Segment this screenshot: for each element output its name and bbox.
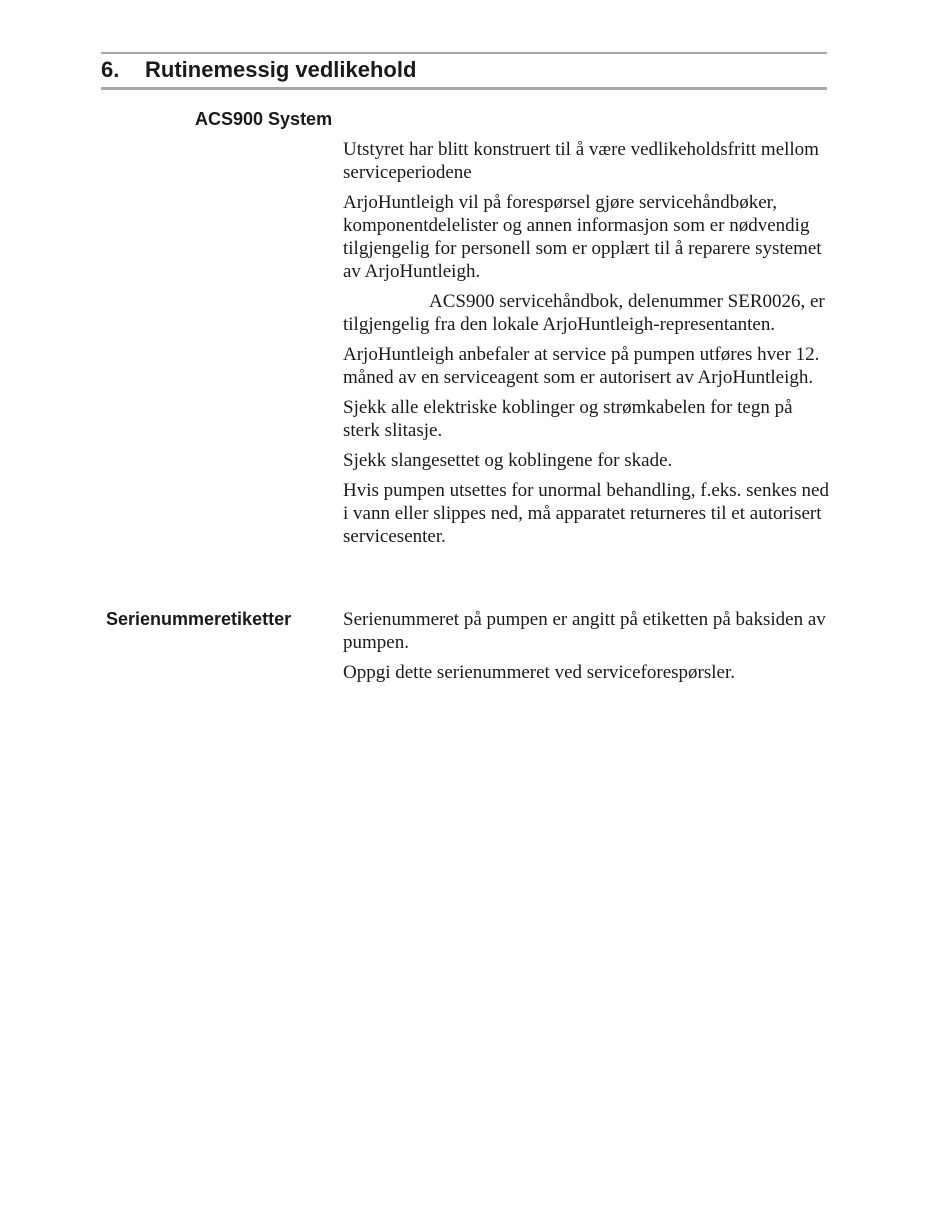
serial-body — [343, 608, 831, 691]
section-label-serial-labels: Serienummeretiketter — [106, 609, 292, 629]
section-heading-acs900: ACS900 System — [195, 109, 333, 129]
chapter-bottom-rule — [101, 87, 827, 90]
acs900-body — [343, 138, 831, 555]
paragraph-maintenance-free: Utstyret har blitt konstruert til å være vedlikeholdsfritt mellom serviceperiodene — [343, 139, 819, 183]
chapter-title-text: Rutinemessig vedlikehold — [145, 57, 417, 82]
paragraph-check-electrical: Sjekk alle elektriske koblinger og strømkabelen for tegn på sterk slitasje. — [343, 397, 793, 441]
paragraph-check-tubing: Sjekk slangesettet og koblingene for skade. — [343, 450, 673, 471]
chapter-top-rule — [101, 52, 827, 54]
paragraph-abnormal-handling: Hvis pumpen utsettes for unormal behandling, f.eks. senkes ned i vann eller slippes ned, må apparatet returneres til et autorisert servicesenter. — [343, 480, 829, 547]
chapter-title — [101, 56, 416, 84]
paragraph-serial-request: Oppgi dette serienummeret ved serviceforespørsler. — [343, 662, 735, 683]
chapter-number: 6. — [101, 57, 120, 82]
paragraph-service-manual-part — [343, 290, 831, 336]
paragraph-serial-location: Serienummeret på pumpen er angitt på etiketten på baksiden av pumpen. — [343, 609, 826, 653]
paragraph-service-manual-text: ACS900 servicehåndbok, delenummer SER0026, er tilgjengelig fra den lokale ArjoHuntleigh-representanten. — [343, 291, 825, 335]
paragraph-service-manuals: ArjoHuntleigh vil på forespørsel gjøre servicehåndbøker, komponentdelelister og annen informasjon som er nødvendig tilgjengelig for personell som er opplært til å reparere systemet av ArjoHuntleigh. — [343, 192, 822, 282]
paragraph-service-interval: ArjoHuntleigh anbefaler at service på pumpen utføres hver 12. måned av en serviceagent som er autorisert av ArjoHuntleigh. — [343, 344, 820, 388]
